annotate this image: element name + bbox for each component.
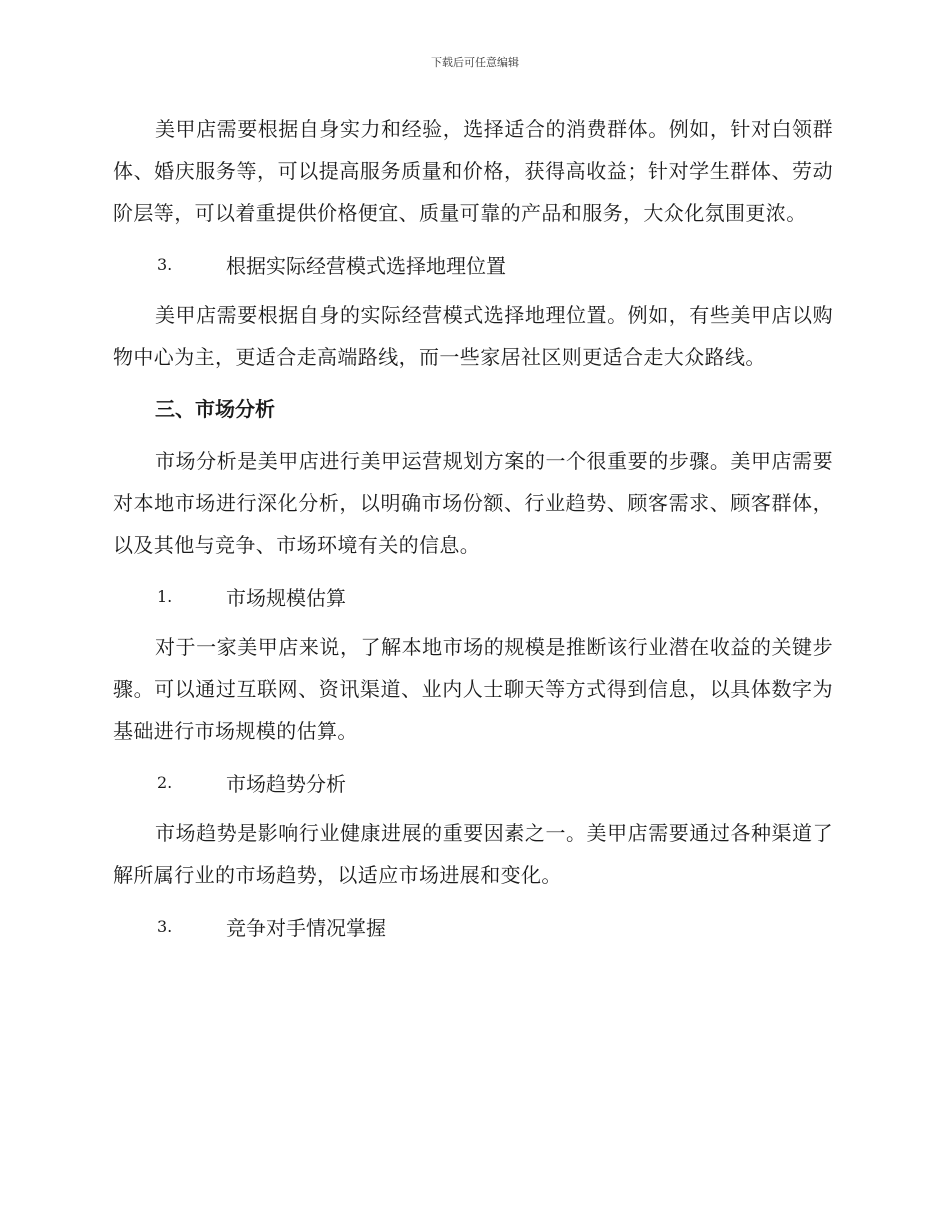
document-body (113, 108, 833, 946)
paragraph-market-trend: 市场趋势是影响行业健康进展的重要因素之一。美甲店需要通过各种渠道了解所属行业的市场趋势，以适应市场进展和变化。 (113, 821, 833, 887)
list-item-market-size (113, 576, 833, 616)
paragraph-market-analysis: 市场分析是美甲店进行美甲运营规划方案的一个很重要的步骤。美甲店需要对本地市场进行深化分析，以明确市场份额、行业趋势、顾客需求、顾客群体，以及其他与竞争、市场环境有关的信息。 (113, 449, 833, 557)
paragraph-market-size: 对于一家美甲店来说，了解本地市场的规模是推断该行业潜在收益的关键步骤。可以通过互联网、资讯渠道、业内人士聊天等方式得到信息，以具体数字为基础进行市场规模的估算。 (113, 635, 833, 743)
list-item-number: 1. (157, 586, 173, 606)
list-item-text: 市场规模估算 (226, 585, 346, 610)
section-heading-market-analysis: 三、市场分析 (155, 397, 275, 421)
list-item-competitors (113, 906, 833, 946)
paragraph-consumer-groups: 美甲店需要根据自身实力和经验，选择适合的消费群体。例如，针对白领群体、婚庆服务等，可以提高服务质量和价格，获得高收益；针对学生群体、劳动阶层等，可以着重提供价格便宜、质量可靠的产品和服务，大众化氛围更浓。 (113, 117, 833, 225)
page-header: 下载后可任意编辑 (431, 56, 519, 69)
list-item-number: 3. (157, 916, 173, 936)
list-item-number: 2. (157, 772, 173, 792)
list-item-market-trend (113, 762, 833, 802)
list-item-number: 3. (157, 254, 173, 274)
paragraph-location: 美甲店需要根据自身的实际经营模式选择地理位置。例如，有些美甲店以购物中心为主，更适合走高端路线，而一些家居社区则更适合走大众路线。 (113, 303, 833, 369)
list-item-text: 根据实际经营模式选择地理位置 (226, 253, 506, 278)
list-item-text: 竞争对手情况掌握 (226, 915, 386, 940)
list-item-text: 市场趋势分析 (226, 771, 346, 796)
list-item-location (113, 244, 833, 284)
